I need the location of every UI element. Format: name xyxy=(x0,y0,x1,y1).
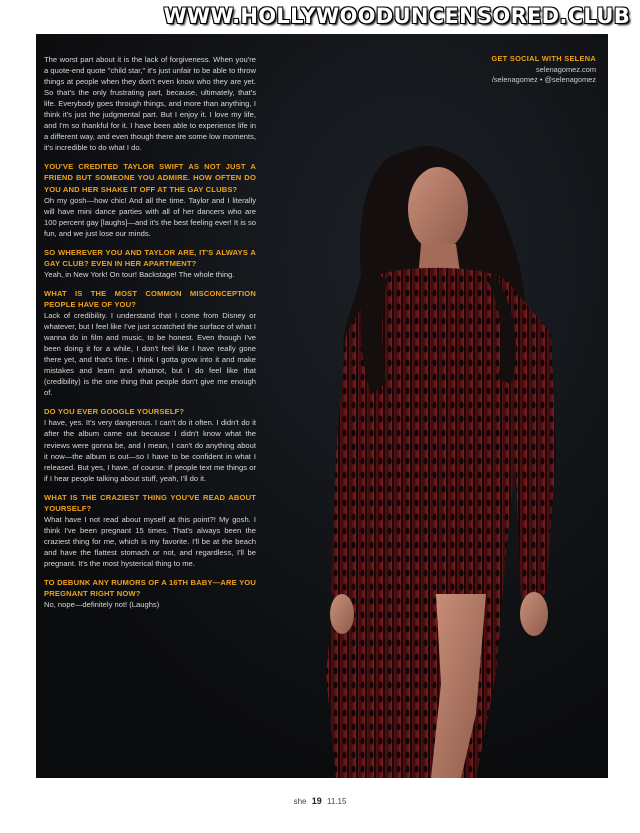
answer-4: I have, yes. It's very dangerous. I can't do it often. I didn't do it after the album came out because I didn't know what the reviews were gonna be, and I mean, I can't do anything about it now—the album is out—so I have to be confident in what I released. But yes, I have, of course. If people text me things or if I hear people talking about stuff, yeah, I'll do it. xyxy=(44,418,256,483)
answer-6: No, nope—definitely not! (Laughs) xyxy=(44,600,160,610)
answer-5: What have I not read about myself at this point?! My gosh. I think I've been pregnant 15 times. That's always been the craziest thing for me, which is my favorite. I'll be at the beach and have the flattest stomach or not, and regardless, I'll be pregnant. It's the most hysterical thing to me. xyxy=(44,514,256,568)
social-website: selenagomez.com xyxy=(536,64,596,74)
magazine-page xyxy=(36,34,608,778)
social-box xyxy=(436,54,596,86)
question-5: WHAT IS THE CRAZIEST THING YOU'VE READ ABOUT YOURSELF? xyxy=(44,492,256,513)
answer-1: Oh my gosh—how chic! And all the time. Taylor and I literally will have mini dance parties with all of her dancers who are 100 percent gay [laughs]—and it's the best feeling ever! It is so fun, and we just lose our minds. xyxy=(44,195,256,238)
social-handles: /selenagomez • @selenagomez xyxy=(491,75,596,85)
question-2: SO WHEREVER YOU AND TAYLOR ARE, IT'S ALWAYS A GAY CLUB? EVEN IN HER APARTMENT? xyxy=(44,247,256,268)
question-6: TO DEBUNK ANY RUMORS OF A 16TH BABY—ARE YOU PREGNANT RIGHT NOW? xyxy=(44,578,256,599)
magazine-name: she xyxy=(293,797,307,806)
question-3: WHAT IS THE MOST COMMON MISCONCEPTION PEOPLE HAVE OF YOU? xyxy=(44,288,256,309)
page-number: 19 xyxy=(311,796,322,806)
question-1: YOU'VE CREDITED TAYLOR SWIFT AS NOT JUST A FRIEND BUT SOMEONE YOU ADMIRE. HOW OFTEN DO YOU AND HER SHAKE IT OFF AT THE GAY CLUBS? xyxy=(44,162,256,194)
issue-date: 11.15 xyxy=(326,797,347,806)
answer-2: Yeah, in New York! On tour! Backstage! The whole thing. xyxy=(44,269,235,279)
interview-article xyxy=(44,54,256,610)
page-footer xyxy=(0,796,640,806)
social-heading: GET SOCIAL WITH SELENA xyxy=(491,54,596,63)
question-4: DO YOU EVER GOOGLE YOURSELF? xyxy=(44,407,185,417)
answer-3: Lack of credibility. I understand that I come from Disney or whatever, but I feel like I've just scratched the surface of what I wanna do in film and music, to be honest. Even though I've been doing it for a while, I don't feel like I have really gone there yet, and that's fine. I think I gotta grow into it and make mistakes and learn and whatnot, but I do feel like that (credibility) is the one thing that people don't give me enough of. xyxy=(44,310,256,398)
watermark: WWW.HOLLYWOODUNCENSORED.CLUB xyxy=(163,4,630,28)
intro-paragraph: The worst part about it is the lack of forgiveness. When you're a quote-end quote "child star," it's just unfair to be able to throw things at people when they don't even know who they are yet. So that's the only frustrating part, because, ultimately, that's life. Everybody goes through things, and more than anything, I think it's just the judgmental part. But I enjoy it. I love my life, and I'm so thankful for it. I have been able to experience life in a different way, and even though there are some low moments, it's incredible to do what I do. xyxy=(44,55,256,153)
